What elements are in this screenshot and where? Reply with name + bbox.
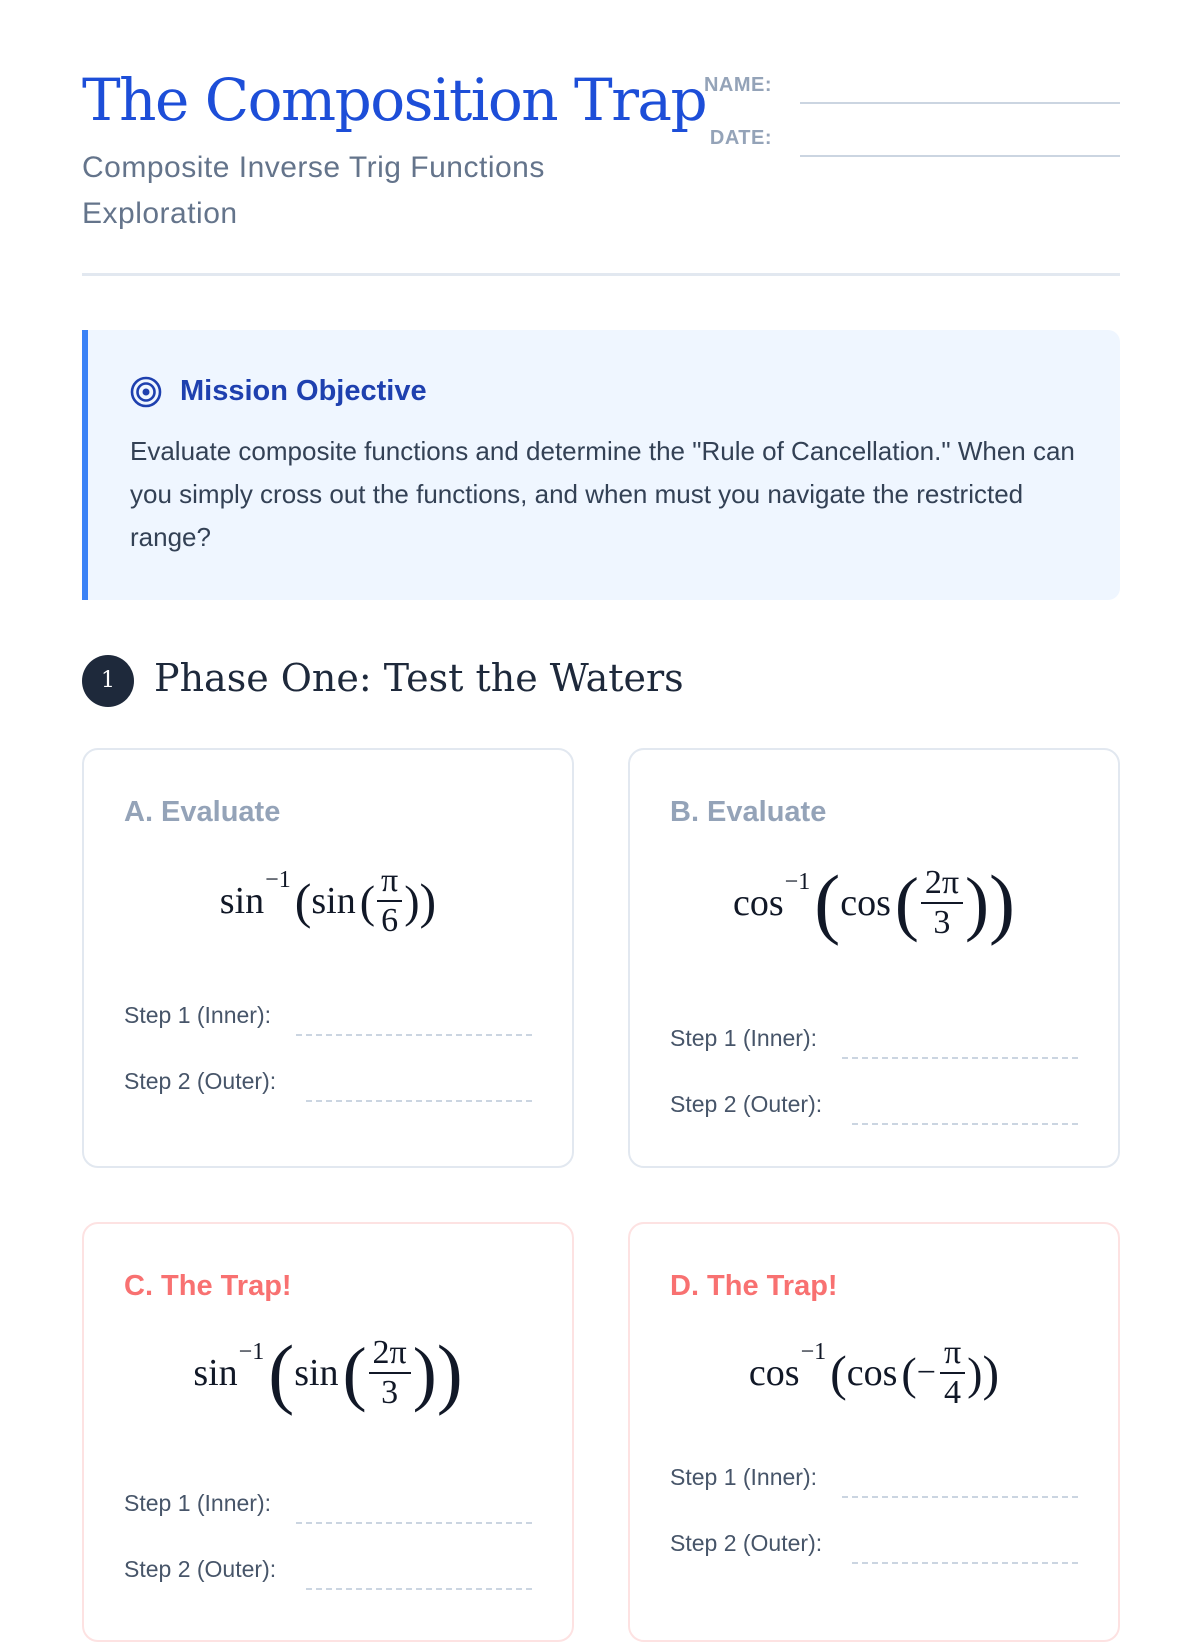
left-paren-icon: ( bbox=[901, 1347, 917, 1399]
inverse-exponent: −1 bbox=[784, 868, 811, 895]
inner-function: cos bbox=[846, 1352, 898, 1394]
mission-callout bbox=[82, 330, 1120, 600]
angle-fraction bbox=[377, 862, 402, 940]
fraction-denominator: 3 bbox=[921, 902, 963, 942]
step1-answer-line[interactable] bbox=[296, 1522, 532, 1524]
step2-answer-line[interactable] bbox=[852, 1123, 1078, 1125]
angle-fraction bbox=[940, 1334, 965, 1412]
outer-function: cos bbox=[733, 882, 784, 924]
negative-sign: − bbox=[916, 1354, 936, 1391]
outer-function: sin bbox=[219, 880, 265, 922]
mission-text: Evaluate composite functions and determine the "Rule of Cancellation." When can you simply cross out the functions, and when must you navigate the restricted range? bbox=[130, 436, 1075, 552]
card-label: A. Evaluate bbox=[124, 796, 281, 828]
step2-answer-line[interactable] bbox=[306, 1100, 532, 1102]
right-paren-icon: ) bbox=[412, 1332, 437, 1413]
worksheet-header bbox=[82, 60, 1120, 275]
step2-label: Step 2 (Outer): bbox=[124, 1556, 277, 1582]
step1-answer-line[interactable] bbox=[842, 1496, 1078, 1498]
fraction-numerator: 2π bbox=[372, 1334, 407, 1371]
right-paren-icon: ) bbox=[967, 1347, 983, 1399]
math-expression bbox=[630, 1334, 1118, 1412]
left-paren-icon: ( bbox=[814, 859, 841, 946]
fraction-denominator: 3 bbox=[369, 1372, 411, 1412]
page-subtitle: Composite Inverse Trig Functions Exploration bbox=[82, 151, 545, 230]
angle-fraction bbox=[369, 1334, 411, 1412]
math-expression bbox=[84, 862, 572, 940]
problem-card-b bbox=[628, 748, 1120, 1168]
page-title: The Composition Trap bbox=[82, 66, 707, 134]
left-paren-icon: ( bbox=[294, 873, 312, 929]
left-paren-icon: ( bbox=[830, 1345, 847, 1401]
date-field[interactable] bbox=[800, 155, 1120, 157]
fraction-numerator: π bbox=[943, 1334, 962, 1371]
date-label: DATE: bbox=[709, 127, 772, 149]
phase-title: Phase One: Test the Waters bbox=[154, 656, 684, 700]
inner-function: cos bbox=[840, 882, 891, 924]
mission-title: Mission Objective bbox=[180, 375, 427, 407]
fraction-numerator: π bbox=[381, 862, 399, 899]
step2-answer-line[interactable] bbox=[852, 1562, 1078, 1564]
right-paren-icon: ) bbox=[982, 1345, 1000, 1401]
header-divider bbox=[82, 273, 1120, 276]
math-expression bbox=[630, 858, 1118, 948]
inverse-exponent: −1 bbox=[800, 1338, 827, 1365]
name-field[interactable] bbox=[800, 102, 1120, 104]
step1-label: Step 1 (Inner): bbox=[124, 1490, 272, 1516]
left-paren-icon: ( bbox=[268, 1329, 295, 1416]
phase-number-badge: 1 bbox=[82, 655, 134, 707]
step2-label: Step 2 (Outer): bbox=[670, 1091, 823, 1117]
angle-fraction bbox=[921, 864, 963, 942]
step1-answer-line[interactable] bbox=[296, 1034, 532, 1036]
outer-function: cos bbox=[748, 1352, 800, 1394]
right-paren-icon: ) bbox=[965, 862, 989, 943]
card-label: C. The Trap! bbox=[124, 1270, 292, 1302]
problem-card-c bbox=[82, 1222, 574, 1642]
inverse-exponent: −1 bbox=[238, 1338, 265, 1365]
math-expression bbox=[84, 1328, 572, 1418]
problem-card-a bbox=[82, 748, 574, 1168]
right-paren-icon: ) bbox=[989, 859, 1015, 946]
fraction-numerator: 2π bbox=[924, 864, 960, 901]
target-icon bbox=[130, 376, 162, 413]
inner-function: sin bbox=[294, 1352, 339, 1394]
fraction-denominator: 4 bbox=[940, 1372, 965, 1412]
step2-label: Step 2 (Outer): bbox=[670, 1530, 823, 1556]
right-paren-icon: ) bbox=[404, 875, 420, 927]
step1-label: Step 1 (Inner): bbox=[670, 1025, 818, 1051]
inner-function: sin bbox=[311, 880, 356, 922]
card-label: D. The Trap! bbox=[670, 1270, 838, 1302]
fraction-denominator: 6 bbox=[377, 900, 402, 940]
step1-label: Step 1 (Inner): bbox=[670, 1464, 818, 1490]
right-paren-icon: ) bbox=[436, 1329, 463, 1416]
problem-card-d bbox=[628, 1222, 1120, 1642]
outer-function: sin bbox=[193, 1352, 238, 1394]
step2-answer-line[interactable] bbox=[306, 1588, 532, 1590]
worksheet-page bbox=[82, 0, 1120, 1600]
right-paren-icon: ) bbox=[419, 873, 437, 929]
step1-answer-line[interactable] bbox=[842, 1057, 1078, 1059]
left-paren-icon: ( bbox=[894, 862, 919, 943]
card-label: B. Evaluate bbox=[670, 796, 827, 828]
step2-label: Step 2 (Outer): bbox=[124, 1068, 277, 1094]
left-paren-icon: ( bbox=[359, 875, 376, 927]
left-paren-icon: ( bbox=[342, 1332, 367, 1413]
inverse-exponent: −1 bbox=[265, 866, 291, 893]
step1-label: Step 1 (Inner): bbox=[124, 1002, 272, 1028]
name-label: NAME: bbox=[703, 74, 772, 96]
